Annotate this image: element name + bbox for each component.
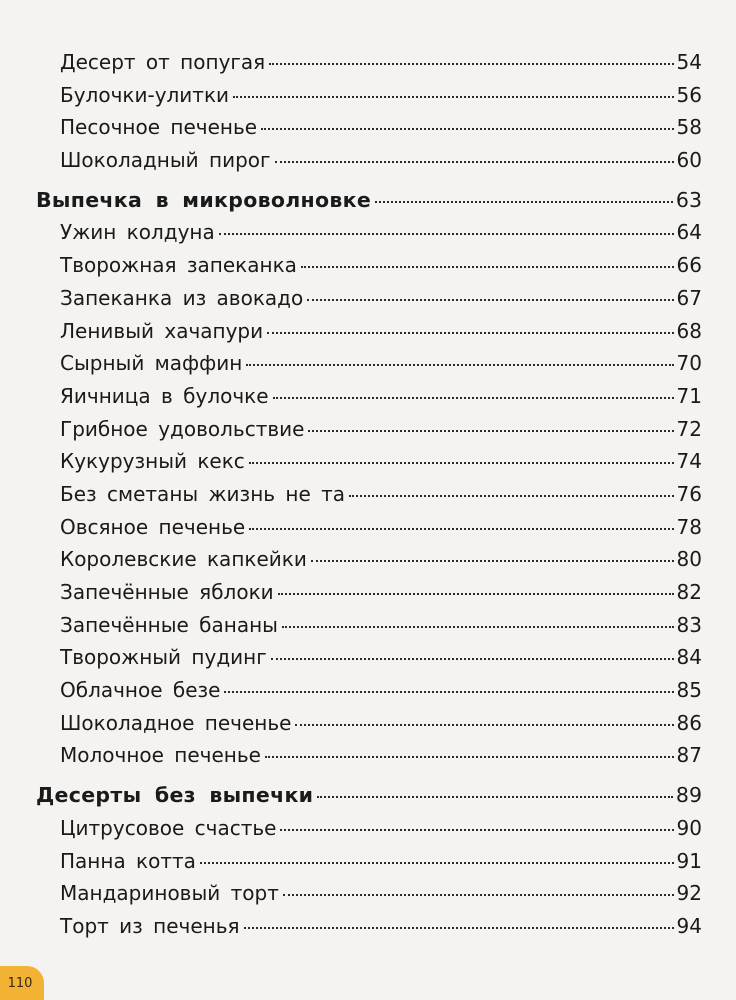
toc-page-number: 66 [676,253,702,278]
dot-leader [246,364,673,366]
toc-entry-title: Овсяное печенье [60,514,246,539]
toc-entry-row [36,46,702,79]
toc-entry-row [36,249,702,282]
dot-leader [267,332,673,334]
toc-section-row [36,779,702,812]
toc-entry-title: Запеканка из авокадо [60,285,304,310]
dot-leader [200,862,674,864]
dot-leader [219,233,674,235]
dot-leader [307,299,673,301]
dot-leader [273,397,674,399]
toc-page-number: 84 [676,645,702,670]
toc-page-number: 85 [676,678,702,703]
toc-entry-row [36,910,702,943]
page-number-tab [0,966,44,1000]
toc-page-number: 63 [675,187,702,212]
dot-leader [375,201,673,203]
toc-entry-row [36,216,702,249]
toc-page-number: 72 [676,416,702,441]
toc-page-number: 54 [676,50,702,74]
toc-entry-row [36,877,702,910]
toc-page-number: 68 [676,318,702,343]
page-number: 110 [7,975,33,991]
toc-entry-row [36,812,702,845]
toc-page-number: 86 [676,710,702,735]
toc-entry-row [36,609,702,642]
toc-page-number: 67 [676,285,702,310]
toc-entry-row [36,707,702,740]
dot-leader [283,894,674,896]
toc-entry-title: Панна котта [60,848,196,873]
dot-leader [244,927,674,929]
toc-page-number: 80 [676,547,702,572]
dot-leader [295,724,673,726]
toc-entry-row [36,413,702,446]
toc-page-number: 71 [676,383,702,408]
dot-leader [271,658,674,660]
dot-leader [265,756,674,758]
toc-entry-row [36,576,702,609]
toc-entry-title: Сырный маффин [60,351,243,376]
toc-entry-title: Облачное безе [60,678,221,703]
toc-page-number: 70 [676,351,702,376]
toc-page-number: 83 [676,612,702,637]
toc-entry-title: Творожная запеканка [60,253,297,278]
toc-section-title: Выпечка в микроволновке [36,187,372,212]
toc-entry-title: Королевские капкейки [60,547,307,572]
toc-entry-title: Кукурузный кекс [60,449,245,474]
toc-entry-row [36,641,702,674]
toc-page-number: 58 [676,115,702,140]
toc-entry-title: Молочное печенье [60,743,261,768]
dot-leader [301,266,674,268]
toc-entry-title: Шоколадный пирог [60,148,271,173]
dot-leader [249,462,674,464]
toc-entry-title: Ужин колдуна [60,220,215,245]
dot-leader [282,626,674,628]
toc-page-number: 94 [676,913,702,938]
toc-entry-title: Десерт от попугая [60,50,266,74]
toc-page-number: 92 [676,881,702,906]
toc-page-number: 56 [676,82,702,107]
toc-entry-title: Торт из печенья [60,913,240,938]
dot-leader [311,560,674,562]
dot-leader [278,593,674,595]
table-of-contents [36,46,702,943]
toc-entry-title: Шоколадное печенье [60,710,292,735]
toc-entry-title: Ленивый хачапури [60,318,264,343]
toc-entry-title: Мандариновый торт [60,881,279,906]
dot-leader [233,96,674,98]
toc-entry-row [36,478,702,511]
dot-leader [269,63,673,65]
toc-entry-row [36,511,702,544]
toc-entry-title: Запечённые яблоки [60,580,274,604]
toc-entry-row [36,144,702,177]
toc-entry-title: Булочки-улитки [60,82,230,107]
toc-page-number: 74 [676,449,702,474]
dot-leader [275,161,674,163]
toc-entry-title: Творожный пудинг [60,645,267,670]
toc-section-title: Десерты без выпечки [36,783,314,808]
dot-leader [349,495,673,497]
toc-entry-title: Запечённые бананы [60,612,278,637]
toc-entry-title: Грибное удовольствие [60,416,305,441]
toc-entry-title: Песочное печенье [60,115,258,140]
toc-page-number: 87 [676,743,702,768]
toc-entry-row [36,739,702,772]
toc-entry-row [36,79,702,112]
toc-entry-row [36,845,702,878]
toc-page-number: 90 [676,815,702,840]
dot-leader [261,128,674,130]
dot-leader [317,796,673,798]
dot-leader [308,430,673,432]
toc-page-number: 78 [676,514,702,539]
toc-page-number: 91 [676,848,702,873]
toc-entry-title: Без сметаны жизнь не та [60,481,346,506]
toc-entry-title: Яичница в булочке [60,383,269,408]
toc-entry-row [36,445,702,478]
dot-leader [249,528,673,530]
dot-leader [280,829,673,831]
toc-entry-title: Цитрусовое счастье [60,815,277,840]
toc-page-number: 89 [675,783,702,808]
dot-leader [224,691,673,693]
toc-entry-row [36,347,702,380]
toc-section-row [36,184,702,217]
toc-page-number: 64 [676,220,702,245]
toc-entry-row [36,380,702,413]
toc-entry-row [36,543,702,576]
toc-page-number: 60 [676,148,702,173]
toc-entry-row [36,674,702,707]
toc-entry-row [36,282,702,315]
toc-entry-row [36,111,702,144]
toc-page-number: 76 [676,481,702,506]
toc-entry-row [36,315,702,348]
toc-page-number: 82 [676,580,702,604]
